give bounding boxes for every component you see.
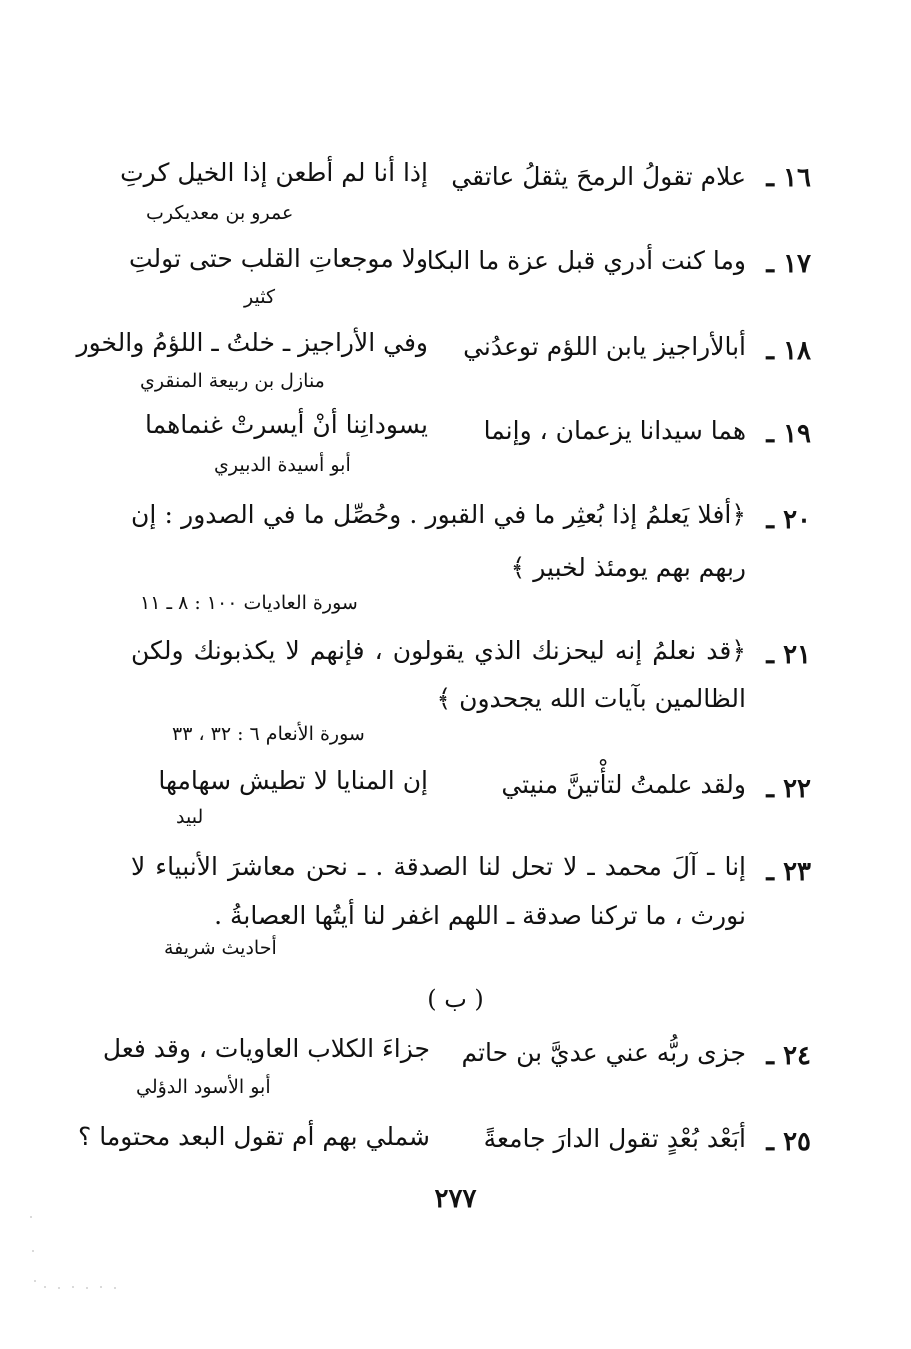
entry-22-hemistich-1: ولقد علمتُ لتأْتينَّ منيتي xyxy=(501,770,746,799)
entry-16-hemistich-2: إذا أنا لم أطعن إذا الخيل كرتِ xyxy=(120,158,428,187)
entry-18-number: ١٨ ـ xyxy=(766,336,811,366)
section-label: ( ب ) xyxy=(427,985,484,1013)
page-number: ٢٧٧ xyxy=(434,1184,477,1214)
entry-22-attribution: لبيد xyxy=(176,806,204,828)
entry-24-attribution: أبو الأسود الدؤلي xyxy=(136,1076,271,1098)
entry-19-number: ١٩ ـ xyxy=(766,419,811,449)
entry-23-line-2: نورث ، ما تركنا صدقة ـ اللهم اغفر لنا أيتُها العصابةُ . xyxy=(214,901,746,930)
entry-16-attribution: عمرو بن معديكرب xyxy=(146,202,294,224)
entry-25-number: ٢٥ ـ xyxy=(766,1127,811,1157)
entry-20-source: سورة العاديات ١٠٠ : ٨ ـ ١١ xyxy=(140,592,358,614)
entry-21-source: سورة الأنعام ٦ : ٣٢ ، ٣٣ xyxy=(172,723,365,745)
entry-19-hemistich-2: يسودانِنا أنْ أيسرتْ غنماهما xyxy=(145,410,428,439)
entry-17-attribution: كثير xyxy=(244,286,275,308)
entry-16-number: ١٦ ـ xyxy=(766,163,811,193)
entry-17-hemistich-1: وما كنت أدري قبل عزة ما البكا xyxy=(426,246,746,275)
entry-17-hemistich-2: ولا موجعاتِ القلب حتى تولتِ xyxy=(129,244,428,273)
entry-22-number: ٢٢ ـ xyxy=(766,774,811,804)
entry-22-hemistich-2: إن المنايا لا تطيش سهامها xyxy=(158,766,428,795)
entry-18-attribution: منازل بن ربيعة المنقري xyxy=(140,370,325,392)
entry-19-attribution: أبو أسيدة الدبيري xyxy=(214,454,351,476)
entry-21-line-2: الظالمين بآيات الله يجحدون ﴾ xyxy=(436,684,746,713)
entry-20-number: ٢٠ ـ xyxy=(766,505,811,535)
entry-20-line-2: ربهم بهم يومئذ لخبير ﴾ xyxy=(510,553,746,582)
entry-24-hemistich-1: جزى ربُّه عني عديَّ بن حاتم xyxy=(461,1038,746,1067)
entry-23-line-1: إنا ـ آلَ محمد ـ لا تحل لنا الصدقة . ـ نحن معاشرَ الأنبياء لا xyxy=(131,852,746,881)
entry-24-number: ٢٤ ـ xyxy=(766,1041,811,1071)
entry-20-line-1: ﴿أفلا يَعلمُ إذا بُعثِر ما في القبور . وحُصِّل ما في الصدور : إن xyxy=(131,500,746,529)
entry-23-source: أحاديث شريفة xyxy=(164,937,277,959)
entry-23-number: ٢٣ ـ xyxy=(766,857,811,887)
entry-16-hemistich-1: علام تقولُ الرمحَ يثقلُ عاتقي xyxy=(451,162,746,191)
entry-18-hemistich-2: وفي الأراجيز ـ خلتُ ـ اللؤمُ والخور xyxy=(76,328,428,357)
entry-25-hemistich-2: شملي بهم أم تقول البعد محتوما ؟ xyxy=(78,1122,430,1151)
entry-18-hemistich-1: أبالأراجيز يابن اللؤم توعدُني xyxy=(463,332,746,361)
entry-24-hemistich-2: جزاءَ الكلاب العاويات ، وقد فعل xyxy=(102,1034,430,1063)
entry-25-hemistich-1: أبَعْد بُعْدٍ تقول الدارَ جامعةً xyxy=(483,1124,746,1153)
scan-specks xyxy=(22,1210,122,1300)
entry-21-line-1: ﴿قد نعلمُ إنه ليحزنك الذي يقولون ، فإنهم لا يكذبونك ولكن xyxy=(131,636,746,665)
entry-19-hemistich-1: هما سيدانا يزعمان ، وإنما xyxy=(483,416,746,445)
entry-17-number: ١٧ ـ xyxy=(766,249,811,279)
entry-21-number: ٢١ ـ xyxy=(766,640,811,670)
